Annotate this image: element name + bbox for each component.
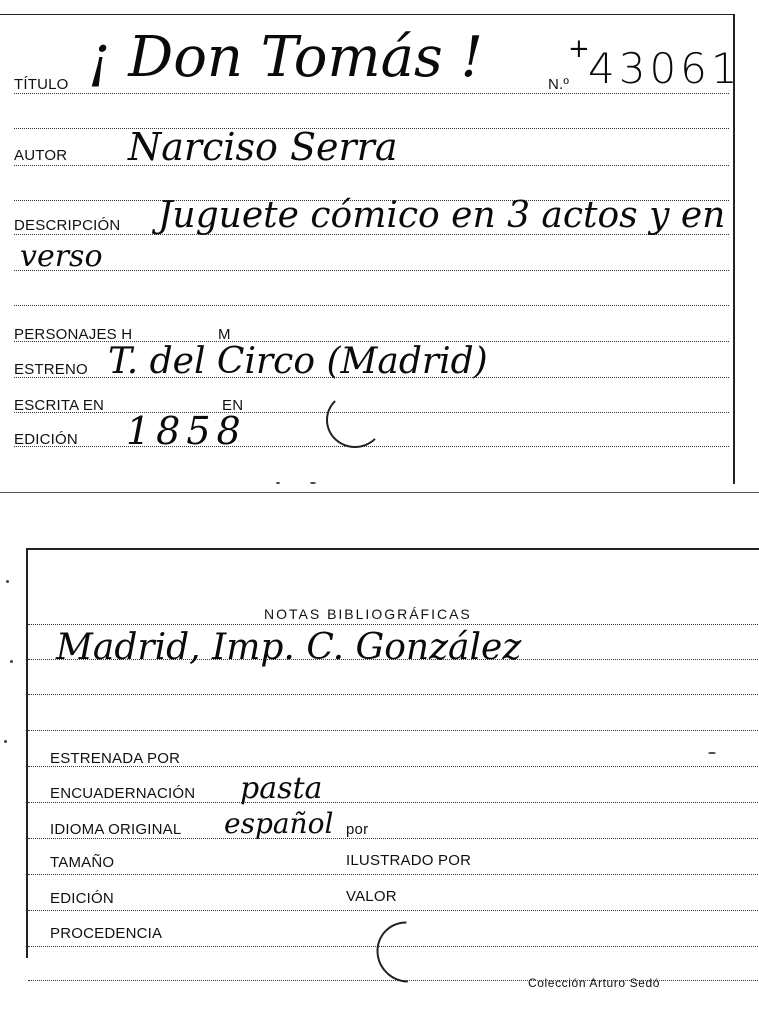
descripcion-line2: verso — [20, 239, 103, 274]
rule-line — [28, 838, 758, 839]
stamp-mark — [364, 909, 450, 995]
procedencia-label: PROCEDENCIA — [50, 925, 163, 942]
estreno-value: T. del Circo (Madrid) — [108, 341, 488, 382]
encuadernacion-value: pasta — [240, 771, 323, 806]
personajes-label: PERSONAJES H — [14, 326, 133, 343]
descripcion-line1: Juguete cómico en 3 actos y en — [158, 195, 726, 236]
titulo-value: ¡ Don Tomás ! — [88, 25, 484, 90]
rule-line — [28, 624, 758, 625]
rule-line — [14, 270, 729, 271]
ink-speck — [276, 482, 280, 484]
encuadernacion-label: ENCUADERNACIÓN — [50, 785, 196, 802]
valor-label: VALOR — [346, 888, 397, 905]
card-left-edge — [26, 548, 28, 958]
autor-value: Narciso Serra — [128, 125, 398, 169]
catalog-card-back — [0, 540, 759, 1028]
stamp-mark — [326, 392, 384, 448]
card-top-edge — [0, 14, 735, 15]
rule-line — [28, 694, 758, 695]
numero-value: 43061 — [588, 44, 742, 93]
rule-line — [28, 910, 758, 911]
ink-speck — [310, 482, 316, 484]
card-bottom-edge — [0, 492, 759, 493]
rule-line — [28, 874, 758, 875]
rule-line — [28, 802, 758, 803]
descripcion-label: DESCRIPCIÓN — [14, 217, 121, 234]
card-top-edge — [26, 548, 759, 550]
notas-title: NOTAS BIBLIOGRÁFICAS — [264, 606, 472, 622]
en-label: EN — [222, 397, 244, 414]
coleccion-text: Colección Arturo Sedó — [528, 976, 661, 990]
personajes-m-label: M — [218, 326, 231, 343]
rule-line — [14, 305, 729, 306]
rule-line — [28, 730, 758, 731]
rule-line — [14, 446, 729, 447]
idioma-value: español — [224, 807, 334, 840]
tamano-label: TAMAÑO — [50, 854, 115, 871]
ink-speck — [6, 580, 9, 583]
titulo-label: TÍTULO — [14, 76, 69, 93]
ink-speck — [4, 740, 7, 743]
ink-speck — [708, 752, 716, 754]
autor-label: AUTOR — [14, 147, 68, 164]
escrita-en-label: ESCRITA EN — [14, 397, 105, 414]
por-label: por — [346, 821, 369, 838]
estreno-label: ESTRENO — [14, 361, 88, 378]
idioma-label: IDIOMA ORIGINAL — [50, 821, 182, 838]
edicion-back-label: EDICIÓN — [50, 890, 114, 907]
ilustrado-label: ILUSTRADO POR — [346, 852, 472, 869]
numero-label: N.º — [548, 76, 570, 93]
plus-mark: + — [568, 34, 590, 64]
estrenada-label-text: ESTRENADA POR — [50, 750, 181, 767]
edicion-label: EDICIÓN — [14, 431, 78, 448]
edicion-value: 1858 — [126, 409, 247, 453]
rule-line — [14, 93, 729, 94]
estrenada-label — [50, 751, 180, 766]
notas-line1: Madrid, Imp. C. González — [56, 627, 522, 668]
catalog-card-front — [0, 0, 759, 494]
ink-speck — [10, 660, 13, 663]
